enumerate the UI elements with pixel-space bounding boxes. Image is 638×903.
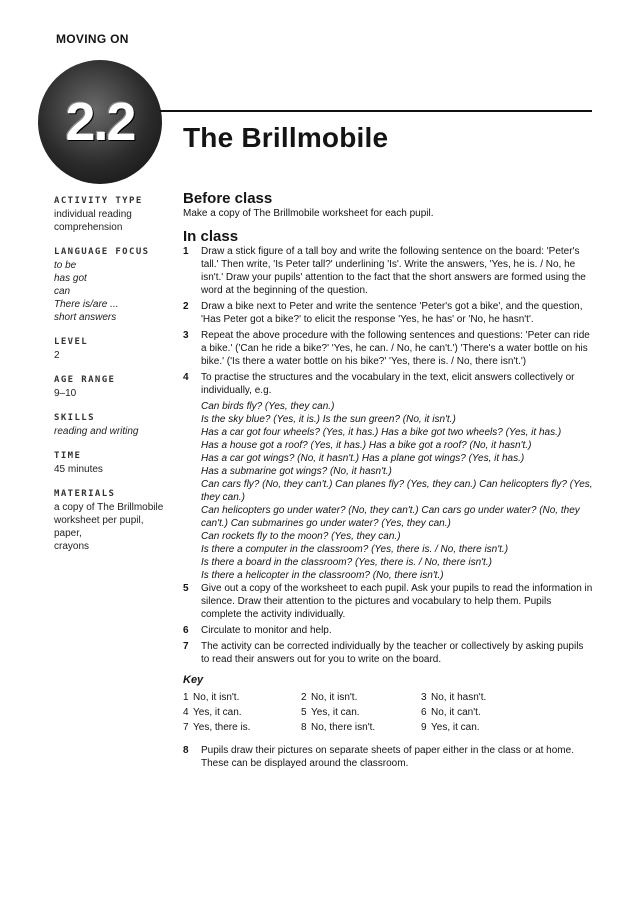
sidebar-value: can bbox=[54, 286, 71, 297]
step-number: 8 bbox=[183, 745, 189, 756]
examples-list bbox=[183, 400, 593, 582]
key-text: No, there isn't. bbox=[311, 722, 376, 733]
step-number: 3 bbox=[183, 330, 189, 341]
sidebar-label: TIME bbox=[54, 451, 82, 461]
example-line: Has a car got four wheels? (Yes, it has.) Has a bike got two wheels? (Yes, it has.) bbox=[201, 427, 562, 438]
key-text: No, it can't. bbox=[431, 707, 481, 718]
example-line: Is there a board in the classroom? (Yes, there is. / No, there isn't.) bbox=[201, 557, 492, 568]
step-text: Draw a bike next to Peter and write the sentence 'Peter's got a bike', and the question, 'Has Peter got a bike?' to elicit the response 'Yes, he has' or 'No, he hasn't'. bbox=[201, 301, 583, 325]
key-number: 9 bbox=[421, 722, 427, 733]
before-class-text: Make a copy of The Brillmobile worksheet for each pupil. bbox=[183, 208, 434, 219]
key-number: 1 bbox=[183, 692, 189, 703]
step-item bbox=[183, 640, 593, 666]
sidebar-group bbox=[54, 247, 174, 324]
key-answer bbox=[301, 721, 421, 734]
in-class-heading: In class bbox=[183, 228, 239, 245]
step-item bbox=[183, 371, 593, 397]
answer-key bbox=[183, 691, 593, 734]
sidebar-group bbox=[54, 413, 174, 438]
key-answer bbox=[301, 691, 421, 704]
key-answer bbox=[301, 706, 421, 719]
title-rule bbox=[160, 110, 592, 112]
step-text: To practise the structures and the vocabulary in the text, elicit answers collectively or individually, e.g. bbox=[201, 372, 575, 396]
step-number: 7 bbox=[183, 641, 189, 652]
sidebar-value: worksheet per pupil, paper, bbox=[54, 515, 144, 539]
step-text: Draw a stick figure of a tall boy and write the following sentence on the board: 'Peter's tall.' Then write, 'Is Peter tall?' underlining 'Is'. Write the answers, 'Yes, he is. / No, he isn't.' Draw your pupils' attention to the fact that the short answers are formed using the word at the beginning of the question. bbox=[201, 246, 586, 296]
sidebar-label: LEVEL bbox=[54, 337, 89, 347]
example-line: Has a car got wings? (No, it hasn't.) Has a plane got wings? (Yes, it has.) bbox=[201, 453, 525, 464]
step-item bbox=[183, 329, 593, 368]
sidebar-group bbox=[54, 196, 174, 234]
sidebar-value: comprehension bbox=[54, 222, 123, 233]
step-number: 4 bbox=[183, 372, 189, 383]
sidebar-group bbox=[54, 451, 174, 476]
key-text: Yes, it can. bbox=[193, 707, 242, 718]
key-text: Yes, it can. bbox=[311, 707, 360, 718]
key-text: No, it isn't. bbox=[193, 692, 240, 703]
step-text: Give out a copy of the worksheet to each pupil. Ask your pupils to read the information in silence. Draw their attention to the pictures and vocabulary to help them. Pupils complete the activity individually. bbox=[201, 583, 593, 620]
sidebar-value: a copy of The Brillmobile bbox=[54, 502, 164, 513]
key-answer bbox=[421, 706, 541, 719]
sidebar-group bbox=[54, 337, 174, 362]
step-text: Pupils draw their pictures on separate sheets of paper either in the class or at home. These can be displayed around the classroom. bbox=[201, 745, 574, 769]
step-number: 1 bbox=[183, 246, 189, 257]
key-number: 4 bbox=[183, 707, 189, 718]
example-line: Can cars fly? (No, they can't.) Can planes fly? (Yes, they can.) Can helicopters fly? (Yes, they can.) bbox=[201, 479, 593, 503]
key-number: 8 bbox=[301, 722, 307, 733]
key-number: 6 bbox=[421, 707, 427, 718]
key-number: 7 bbox=[183, 722, 189, 733]
activity-sidebar bbox=[54, 196, 174, 566]
step-text: Repeat the above procedure with the following sentences and questions: 'Peter can ride a bike.' ('Can he ride a bike?' 'Yes, he can. / No, he can't.') 'There's a water bottle on his bike.' ('Is there a water bottle on his bike?' 'Yes, there is. / No, there isn't.') bbox=[201, 330, 590, 367]
key-text: Yes, there is. bbox=[193, 722, 251, 733]
sidebar-label: AGE RANGE bbox=[54, 375, 116, 385]
section-label: MOVING ON bbox=[56, 32, 129, 46]
sidebar-value: to be bbox=[54, 260, 77, 271]
step-item bbox=[183, 245, 593, 297]
step-item bbox=[183, 300, 593, 326]
sidebar-label: LANGUAGE FOCUS bbox=[54, 247, 150, 257]
step-text: Circulate to monitor and help. bbox=[201, 625, 332, 636]
main-content bbox=[183, 192, 593, 773]
sidebar-label: SKILLS bbox=[54, 413, 95, 423]
key-answer bbox=[421, 691, 541, 704]
sidebar-value: reading and writing bbox=[54, 426, 139, 437]
sidebar-label: MATERIALS bbox=[54, 489, 116, 499]
sidebar-group bbox=[54, 489, 174, 553]
example-line: Is there a computer in the classroom? (Yes, there is. / No, there isn't.) bbox=[201, 544, 509, 555]
example-line: Is there a helicopter in the classroom? (No, there isn't.) bbox=[201, 570, 444, 581]
page-title: The Brillmobile bbox=[183, 122, 389, 153]
key-answer bbox=[183, 721, 301, 734]
key-text: No, it isn't. bbox=[311, 692, 358, 703]
step-text: The activity can be corrected individually by the teacher or collectively by asking pupils to read their answers out for you to write on the board. bbox=[201, 641, 584, 665]
key-answer bbox=[421, 721, 541, 734]
example-line: Has a submarine got wings? (No, it hasn't.) bbox=[201, 466, 392, 477]
sidebar-value: short answers bbox=[54, 312, 117, 323]
step-number: 6 bbox=[183, 625, 189, 636]
sidebar-value: There is/are ... bbox=[54, 299, 119, 310]
sidebar-value: 9–10 bbox=[54, 388, 77, 399]
sidebar-value: crayons bbox=[54, 541, 90, 552]
sidebar-value: has got bbox=[54, 273, 87, 284]
key-number: 5 bbox=[301, 707, 307, 718]
step-item bbox=[183, 582, 593, 621]
key-answer bbox=[183, 706, 301, 719]
sidebar-value: 45 minutes bbox=[54, 464, 103, 475]
key-text: No, it hasn't. bbox=[431, 692, 487, 703]
example-line: Can birds fly? (Yes, they can.) bbox=[201, 401, 335, 412]
example-line: Can rockets fly to the moon? (Yes, they can.) bbox=[201, 531, 401, 542]
example-line: Can helicopters go under water? (No, they can't.) Can cars go under water? (No, they can't.) Can submarines go under water? (Yes, they can.) bbox=[201, 505, 580, 529]
example-line: Has a house got a roof? (Yes, it has.) Has a bike got a roof? (No, it hasn't.) bbox=[201, 440, 532, 451]
key-heading: Key bbox=[183, 674, 204, 686]
key-text: Yes, it can. bbox=[431, 722, 480, 733]
sidebar-value: individual reading bbox=[54, 209, 132, 220]
key-answer bbox=[183, 691, 301, 704]
key-number: 3 bbox=[421, 692, 427, 703]
step-item bbox=[183, 624, 593, 637]
sidebar-label: ACTIVITY TYPE bbox=[54, 196, 143, 206]
step-number: 2 bbox=[183, 301, 189, 312]
key-number: 2 bbox=[301, 692, 307, 703]
unit-number: 2.2 bbox=[65, 92, 135, 152]
before-class-heading: Before class bbox=[183, 190, 273, 207]
step-number: 5 bbox=[183, 583, 189, 594]
steps-list bbox=[183, 245, 593, 397]
final-step bbox=[183, 744, 593, 770]
example-line: Is the sky blue? (Yes, it is.) Is the sun green? (No, it isn't.) bbox=[201, 414, 456, 425]
steps-list-continued bbox=[183, 582, 593, 666]
sidebar-group bbox=[54, 375, 174, 400]
sidebar-value: 2 bbox=[54, 350, 60, 361]
